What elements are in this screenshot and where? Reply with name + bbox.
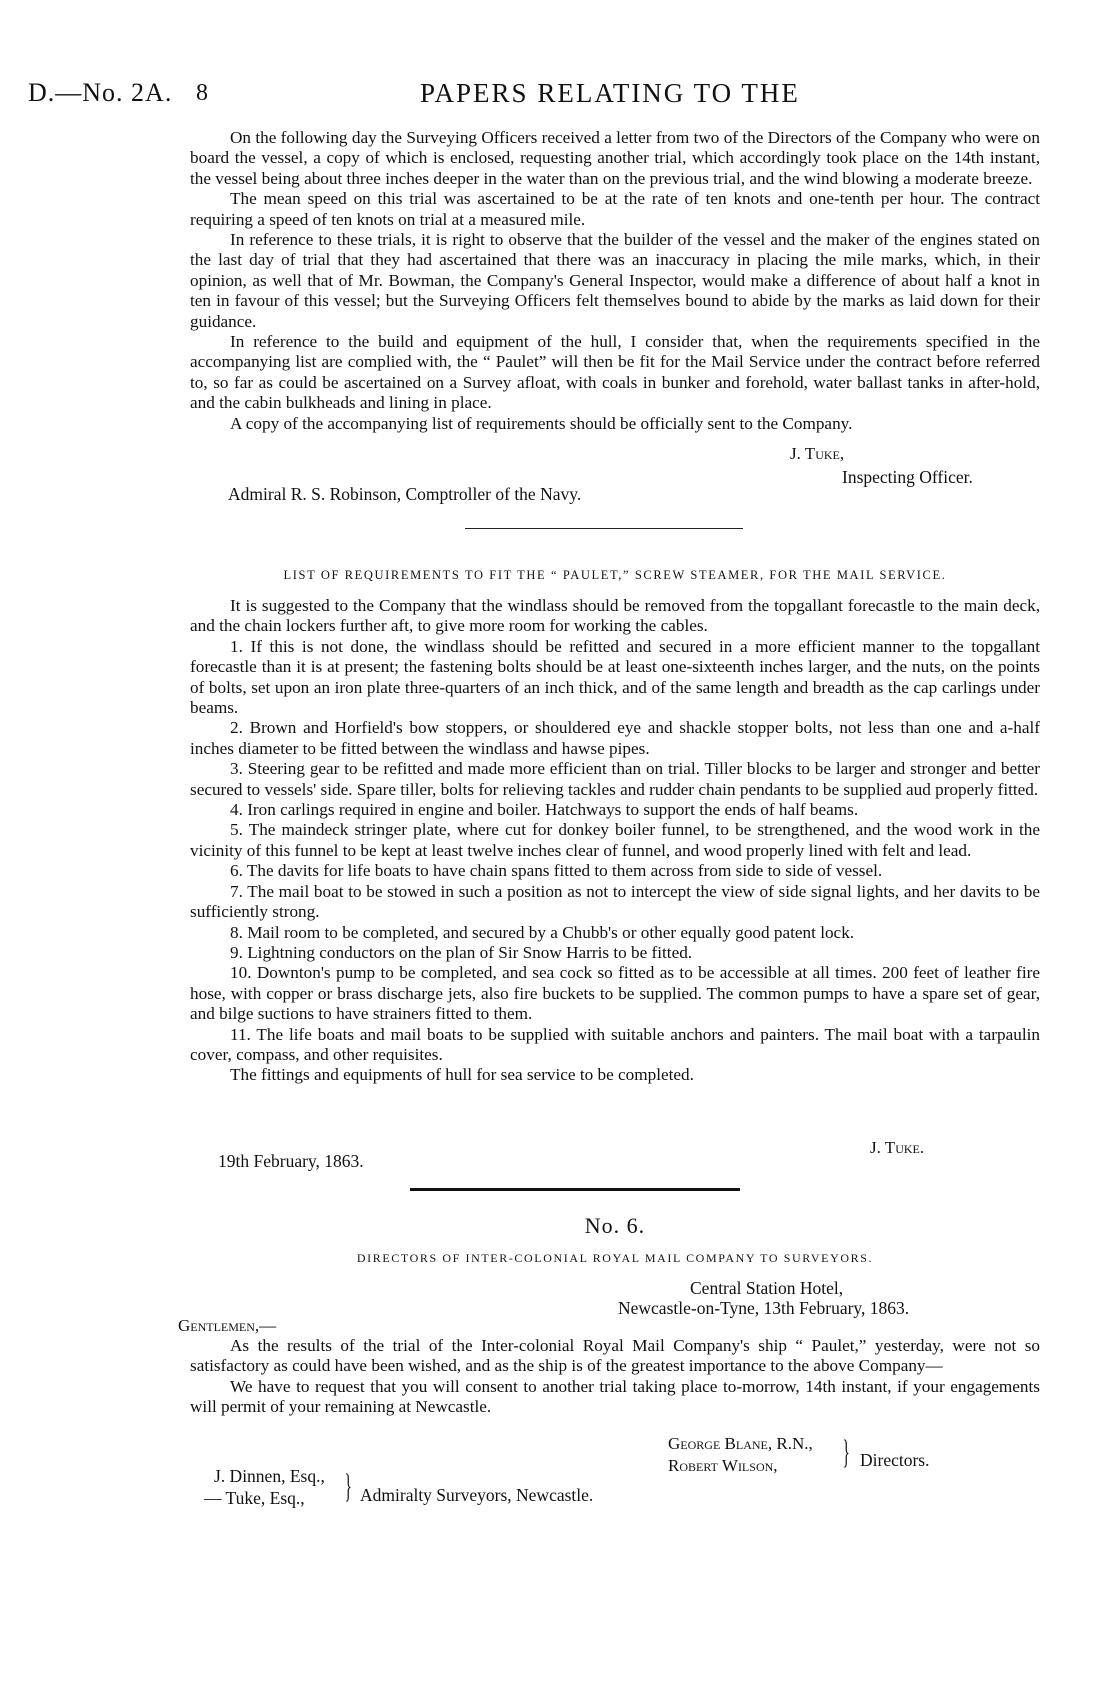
requirement-item: 6. The davits for life boats to have chain spans fitted to them across from side to side of vessel. [230,861,883,881]
requirements-closing: The fittings and equipments of hull for sea service to be completed. [230,1065,694,1085]
running-title: PAPERS RELATING TO THE [420,78,800,108]
section-divider [465,528,743,529]
recipient-name: — Tuke, Esq., [204,1488,305,1508]
signatory-name: George Blane, R.N., [668,1434,813,1453]
report-paragraph: A copy of the accompanying list of requirements should be officially sent to the Company. [230,413,853,433]
report-signature-title: Inspecting Officer. [842,467,973,487]
report-paragraph: In reference to these trials, it is right to observe that the builder of the vessel and the maker of the engines stated on the last day of trial that they had ascertained that there was an inaccuracy in placing the mile marks, which, in their opinion, as well that of Mr. Bowman, the Company's General Inspector, would make a difference of about half a knot in ten in favour of this vessel; but the Surveying Officers felt themselves bound to abide by the marks as laid down for their guidance. [190,230,1040,331]
report-section [190,128,1040,434]
requirement-item: 2. Brown and Horfield's bow stoppers, or shouldered eye and shackle stopper bolts, not less than one and a-half inches diameter to be fitted between the windlass and hawse pipes. [190,718,1040,758]
requirement-item: 8. Mail room to be completed, and secured by a Chubb's or other equally good patent lock. [230,922,855,942]
brace-glyph: } [842,1434,850,1471]
signatory-name: Robert Wilson, [668,1456,778,1475]
letter-caption: DIRECTORS OF INTER-COLONIAL ROYAL MAIL COMPANY TO SURVEYORS. [356,1251,874,1265]
requirement-item: 9. Lightning conductors on the plan of Sir Snow Harris to be fitted. [230,942,693,962]
requirement-item: 10. Downton's pump to be completed, and sea cock so fitted as to be accessible at all times. 200 feet of leather fire hose, with copper or brass discharge jets, also fire buckets to be supplied. The common pumps to have a spare set of gear, and bilge suctions to have strainers fitted to them. [190,963,1040,1024]
recipients-role: Admiralty Surveyors, Newcastle. [360,1485,594,1505]
letter-paragraph: As the results of the trial of the Inter-colonial Royal Mail Company's ship “ Paulet,” yesterday, were not so satisfactory as could have been wished, and as the ship is of the greatest importance to the above Company— [190,1336,1040,1376]
requirements-signature: J. Tuke. [870,1138,925,1157]
letter-address-line1: Central Station Hotel, [690,1278,844,1298]
letter-salutation: Gentlemen,— [178,1316,277,1335]
requirements-date: 19th February, 1863. [218,1151,364,1171]
requirements-list [190,596,1040,1086]
report-paragraph: In reference to the build and equipment of the hull, I consider that, when the requirements specified in the accompanying list are complied with, the “ Paulet” will then be fit for the Mail Service under the contract before referred to, so far as could be ascertained on a Survey afloat, with coals in bunker and forehold, water ballast tanks in after-hold, and the cabin bulkheads and lining in place. [190,332,1040,413]
requirements-intro: It is suggested to the Company that the windlass should be removed from the topgallant forecastle to the main deck, and the chain lockers further aft, to give more room for working the cables. [190,596,1040,636]
recipient-name: J. Dinnen, Esq., [214,1466,325,1486]
letter-address-line2: Newcastle-on-Tyne, 13th February, 1863. [618,1298,910,1318]
page-number: 8 [196,80,208,106]
signatories-role: Directors. [860,1450,930,1470]
requirements-caption: LIST OF REQUIREMENTS TO FIT THE “ PAULET,” SCREW STEAMER, FOR THE MAIL SERVICE. [283,568,947,582]
report-addressee: Admiral R. S. Robinson, Comptroller of the Navy. [228,484,582,504]
document-reference: D.—No. 2A. [28,78,173,107]
requirement-item: 11. The life boats and mail boats to be supplied with suitable anchors and painters. The mail boat with a tarpaulin cover, compass, and other requisites. [190,1024,1040,1064]
letter-paragraph: We have to request that you will consent to another trial taking place to-morrow, 14th instant, if your engagements will permit of your remaining at Newcastle. [190,1376,1040,1417]
brace-glyph: } [344,1468,352,1505]
report-signature-name: J. Tuke, [790,444,845,463]
requirement-item: 4. Iron carlings required in engine and boiler. Hatchways to support the ends of half beams. [230,800,859,820]
requirement-item: 7. The mail boat to be stowed in such a position as not to intercept the view of side signal lights, and her davits to be sufficiently strong. [190,881,1040,922]
section-divider-thick [410,1188,740,1191]
letter-body [190,1336,1040,1418]
report-paragraph: On the following day the Surveying Officers received a letter from two of the Directors of the Company who were on board the vessel, a copy of which is enclosed, requesting another trial, which accordingly took place on the 14th instant, the vessel being about three inches deeper in the water than on the previous trial, and the wind blowing a moderate breeze. [190,128,1040,188]
letter-number: No. 6. [584,1213,646,1238]
requirement-item: 1. If this is not done, the windlass should be refitted and secured in a more efficient manner to the topgallant forecastle than it is at present; the fastening bolts should be at least one-sixteenth inches larger, and the nuts, on the points of bolts, set upon an iron plate three-quarters of an inch thick, and of the same length and breadth as the cap carlings under beams. [190,636,1040,718]
requirement-item: 3. Steering gear to be refitted and made more efficient than on trial. Tiller blocks to be larger and stronger and better secured to vessels' side. Spare tiller, bolts for relieving tackles and rudder chain pendants to be supplied aud properly fitted. [190,759,1040,799]
report-paragraph: The mean speed on this trial was ascertained to be at the rate of ten knots and one-tenth per hour. The contract requiring a speed of ten knots on trial at a measured mile. [190,189,1040,229]
requirement-item: 5. The maindeck stringer plate, where cut for donkey boiler funnel, to be strengthened, and the wood work in the vicinity of this funnel to be kept at least twelve inches clear of funnel, and wood properly lined with felt and lead. [190,820,1040,860]
